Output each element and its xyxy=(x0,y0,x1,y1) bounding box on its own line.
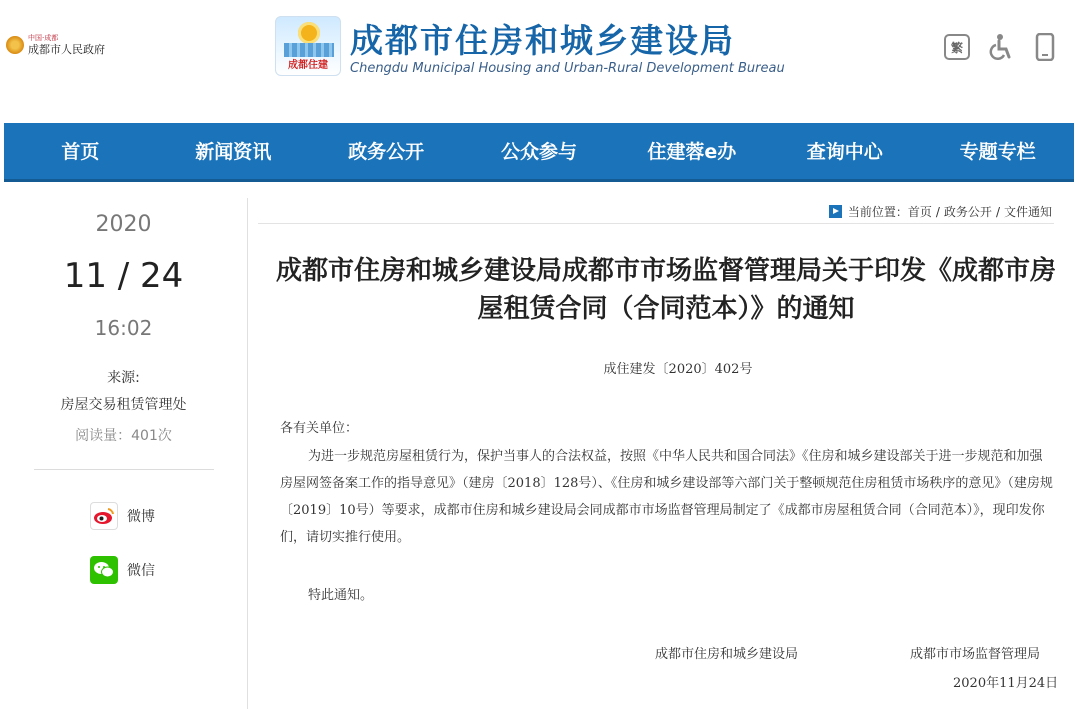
sun-icon xyxy=(298,22,320,44)
breadcrumb-notices[interactable]: 文件通知 xyxy=(1003,205,1052,219)
salutation: 各有关单位： xyxy=(280,421,359,436)
gov-portal-link[interactable] xyxy=(6,34,105,56)
signer-housing-bureau: 成都市住房和城乡建设局 xyxy=(655,647,799,662)
breadcrumb-label: 当前位置： xyxy=(847,205,908,219)
mobile-phone-icon[interactable] xyxy=(1032,33,1058,61)
gov-small-label: 中国·成都 xyxy=(28,34,59,42)
notice-closing: 特此通知。 xyxy=(308,588,374,603)
publish-date: 11 / 24 xyxy=(63,256,184,296)
breadcrumb-separator: / xyxy=(995,204,1000,219)
breadcrumb-divider xyxy=(258,223,1054,224)
nav-e-service[interactable]: 住建蓉e办 xyxy=(647,141,737,163)
bureau-logo[interactable] xyxy=(275,16,341,76)
signer-market-bureau: 成都市市场监督管理局 xyxy=(910,647,1041,662)
nav-special-topics[interactable]: 专题专栏 xyxy=(959,141,1036,163)
nav-home[interactable]: 首页 xyxy=(61,141,100,163)
site-subtitle: Chengdu Municipal Housing and Urban-Rural Development Bureau xyxy=(350,61,785,76)
main-nav xyxy=(4,123,1074,182)
article-paragraph: 为进一步规范房屋租赁行为，保护当事人的合法权益，按照《中华人民共和国合同法》《住房和城乡建设部关于进一步规范和加强房屋网签备案工作的指导意见》（建房〔2018〕128号）、《住房和城乡建设部等六部门关于整顿规范住房租赁市场秩序的意见》（建房规〔2019〕10号）等要求，成都市住房和城乡建设局会同成都市市场监督管理局制定了《成都市房屋租赁合同（合同范本）》，现印发你们，请切实推行使用。 xyxy=(280,449,1053,545)
share-wechat-button[interactable] xyxy=(90,556,155,584)
site-header xyxy=(0,0,1080,110)
source-value: 房屋交易租赁管理处 xyxy=(60,397,187,413)
signature-date: 2020年11月24日 xyxy=(953,676,1059,691)
nav-query-center[interactable]: 查询中心 xyxy=(806,141,883,163)
header-tools xyxy=(944,33,1058,61)
nav-public-participation[interactable]: 公众参与 xyxy=(501,141,578,163)
location-arrow-icon xyxy=(829,205,842,218)
breadcrumb xyxy=(829,203,1052,220)
breadcrumb-separator: / xyxy=(935,204,940,219)
weibo-icon xyxy=(90,502,118,530)
nav-news[interactable]: 新闻资讯 xyxy=(195,141,272,163)
wechat-icon xyxy=(90,556,118,584)
meta-divider xyxy=(34,469,214,470)
share-weibo-label: 微博 xyxy=(127,509,155,525)
document-number: 成住建发〔2020〕402号 xyxy=(603,362,753,377)
read-count: 阅读量：401次 xyxy=(75,428,172,444)
city-emblem-icon xyxy=(6,36,24,54)
column-divider xyxy=(247,198,248,709)
share-weibo-button[interactable] xyxy=(90,502,155,530)
breadcrumb-gov-affairs[interactable]: 政务公开 xyxy=(943,205,992,219)
publish-time: 16:02 xyxy=(94,316,153,340)
source-label: 来源: xyxy=(107,370,140,386)
wheelchair-icon[interactable] xyxy=(988,33,1014,61)
gov-name: 成都市人民政府 xyxy=(28,43,105,56)
publish-year: 2020 xyxy=(95,212,152,237)
skyline-icon xyxy=(284,43,334,57)
site-title: 成都市住房和城乡建设局 xyxy=(350,21,735,60)
nav-gov-affairs[interactable]: 政务公开 xyxy=(348,141,425,163)
article-body xyxy=(280,415,1054,551)
breadcrumb-home[interactable]: 首页 xyxy=(907,205,932,219)
traditional-chinese-button[interactable]: 繁 xyxy=(944,34,970,60)
share-wechat-label: 微信 xyxy=(127,563,155,579)
article-title: 成都市住房和城乡建设局成都市市场监督管理局关于印发《成都市房屋租赁合同（合同范本）》的通知 xyxy=(275,256,1056,324)
logo-label: 成都住建 xyxy=(288,60,328,71)
